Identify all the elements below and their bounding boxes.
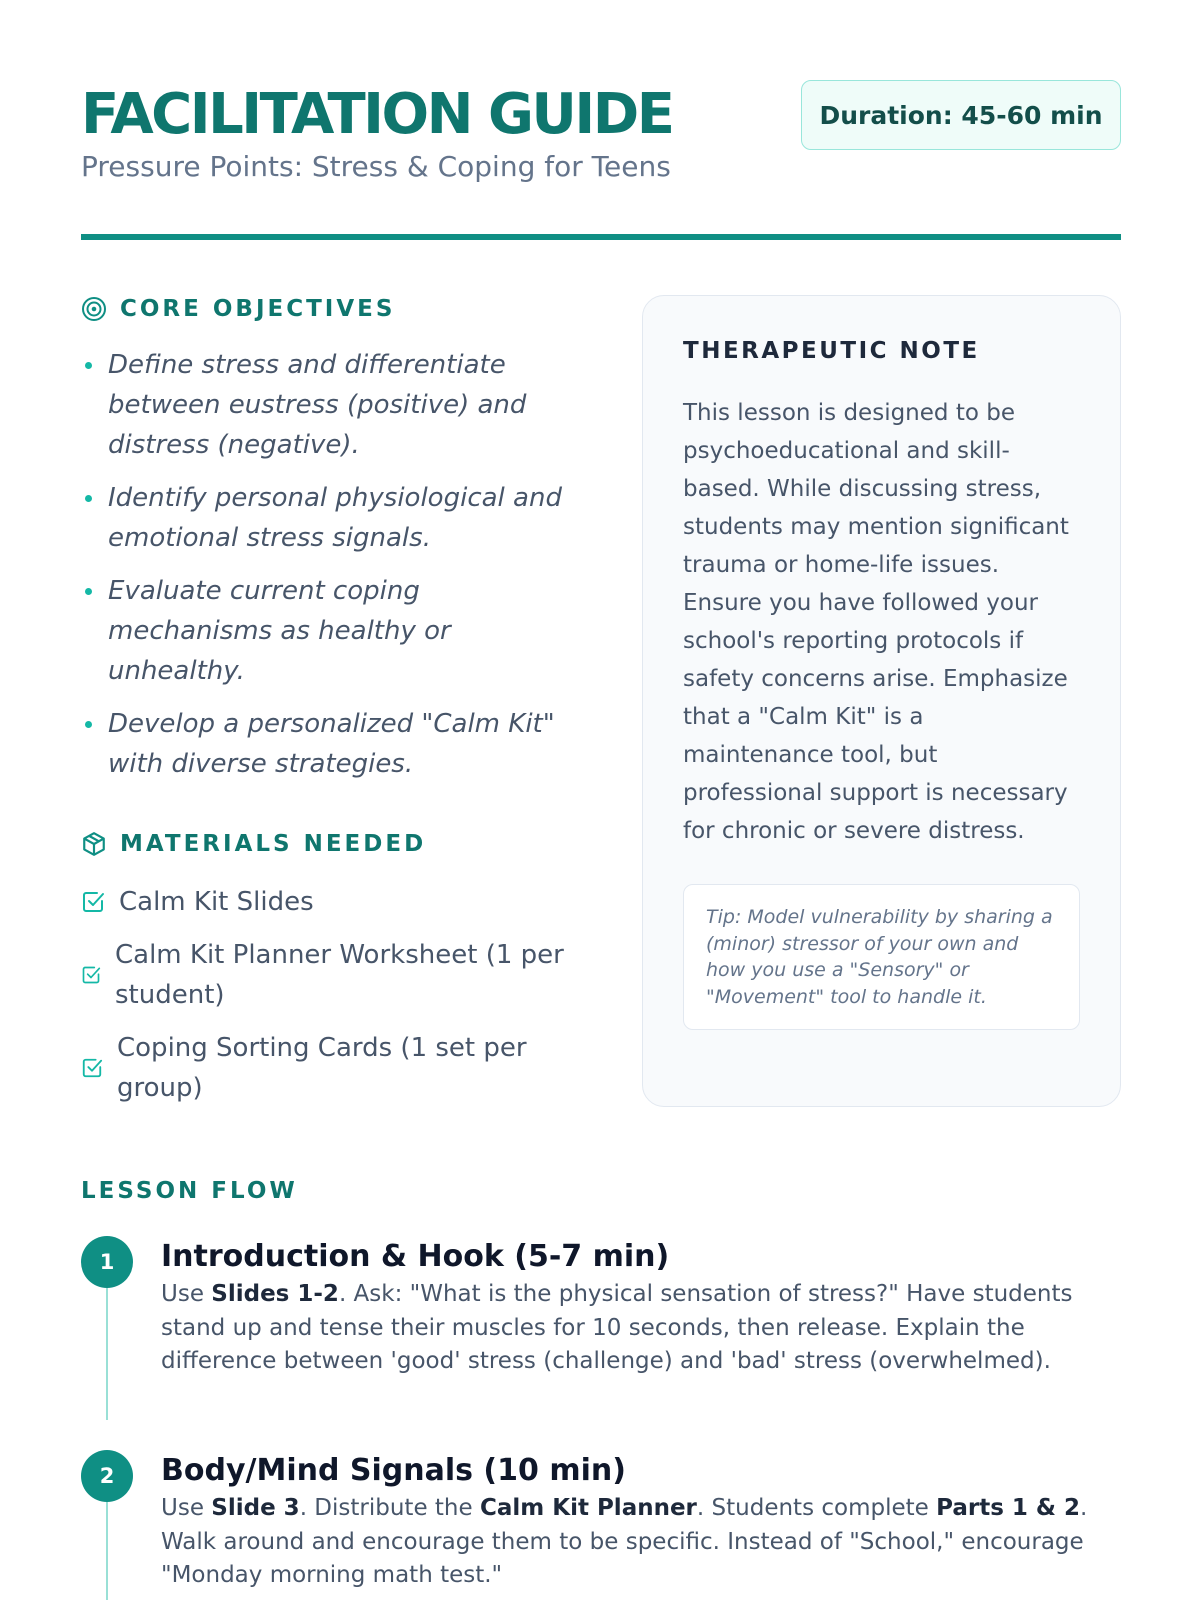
page-header [81,80,1121,183]
target-icon [81,296,107,322]
objectives-heading [81,296,395,322]
objectives-heading-label: CORE OBJECTIVES [120,296,396,322]
objective-item: Evaluate current coping mechanisms as healthy or unhealthy. [81,571,571,691]
lesson-step [161,1452,1121,1593]
emphasis-text: Slides 1-2 [211,1281,339,1307]
objective-item: Identify personal physiological and emotional stress signals. [81,478,571,558]
page-subtitle: Pressure Points: Stress & Coping for Teens [81,150,671,183]
description-text: . Ask: "What is the physical sensation of stress?" Have students stand up and tense their muscles for 10 seconds, then release. Explain the difference between 'good' stress (challenge) and 'bad' stress (overwhelmed). [161,1281,1073,1374]
materials-list [81,882,571,1121]
material-item [81,1028,571,1108]
note-title: THERAPEUTIC NOTE [683,338,980,364]
objectives-list [81,345,571,797]
step-number-badge: 1 [81,1236,133,1288]
timeline-line [106,1502,108,1600]
description-text: Use [161,1495,212,1521]
material-item [81,935,571,1015]
page-title: FACILITATION GUIDE [81,82,673,147]
package-icon [81,831,107,857]
therapeutic-note-card [642,295,1121,1107]
description-text: . Students complete [696,1495,937,1521]
description-text: . Distribute the [299,1495,480,1521]
materials-heading-label: MATERIALS NEEDED [120,831,427,857]
emphasis-text: Slide 3 [211,1495,300,1521]
step-title: Body/Mind Signals (10 min) [161,1453,626,1488]
objective-item: Develop a personalized "Calm Kit" with diverse strategies. [81,704,571,784]
note-body: This lesson is designed to be psychoeducational and skill-based. While discussing stress, students may mention significant trauma or home-life issues. Ensure you have followed your school's reporting protocols if safety concerns arise. Emphasize that a "Calm Kit" is a maintenance tool, but professional support is necessary for chronic or severe distress. [683,400,1069,844]
materials-heading [81,831,426,857]
step-number-badge: 2 [81,1450,133,1502]
description-text: Use [161,1281,212,1307]
material-label: Coping Sorting Cards (1 set per group) [117,1033,527,1103]
duration-badge: Duration: 45-60 min [801,80,1121,150]
material-label: Calm Kit Planner Worksheet (1 per student) [115,940,564,1010]
description-text: . Walk around and encourage them to be specific. Instead of "School," encourage "Monday morning math test." [161,1495,1088,1588]
checkbox-icon [81,965,101,985]
lesson-step [161,1238,1121,1379]
header-divider [81,234,1121,240]
objective-item: Define stress and differentiate between eustress (positive) and distress (negative). [81,345,571,465]
lesson-flow-heading: LESSON FLOW [81,1178,298,1204]
step-description [161,1278,1121,1379]
material-item [81,882,571,922]
tip-box: Tip: Model vulnerability by sharing a (minor) stressor of your own and how you use a "Sensory" or "Movement" tool to handle it. [683,884,1080,1030]
material-label: Calm Kit Slides [119,887,314,917]
step-description [161,1492,1121,1593]
emphasis-text: Parts 1 & 2 [936,1495,1080,1521]
step-title: Introduction & Hook (5-7 min) [161,1239,670,1274]
timeline-line [106,1288,108,1420]
emphasis-text: Calm Kit Planner [479,1495,697,1521]
checkbox-icon [81,1057,103,1079]
checkbox-icon [81,890,105,914]
